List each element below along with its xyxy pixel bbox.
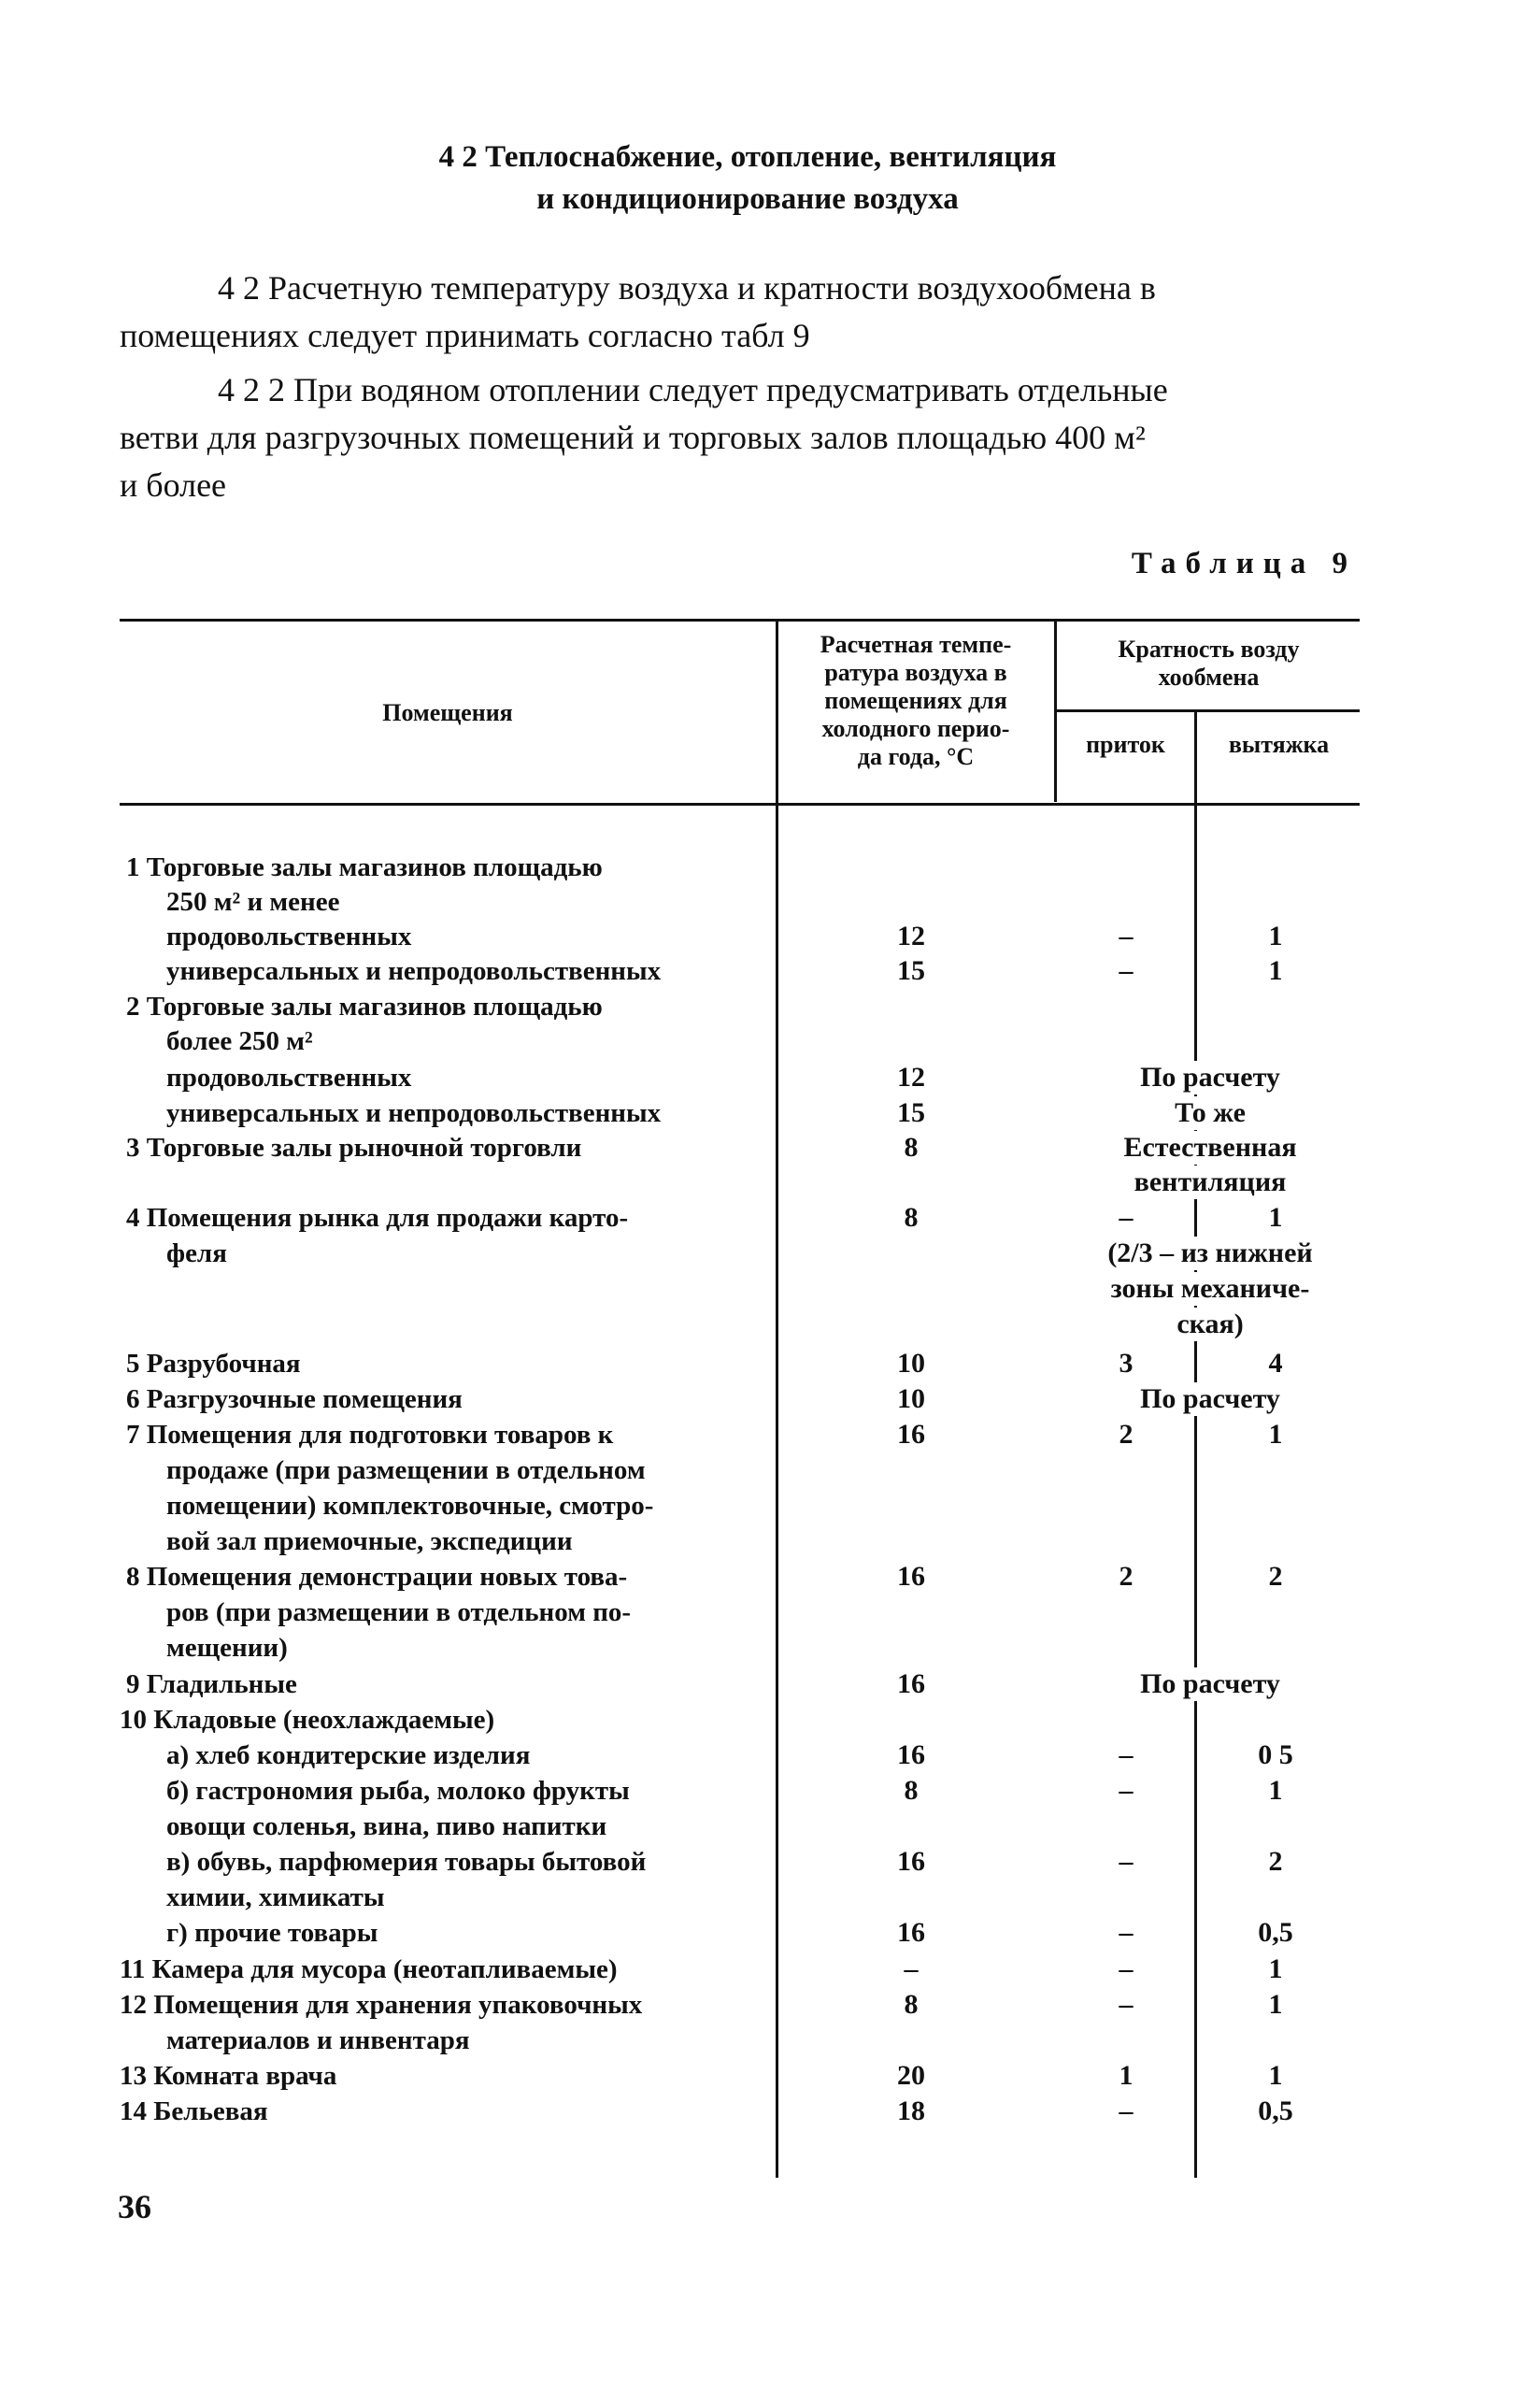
paragraph-line: ветви для разгрузочных помещений и торговых залов площадью 400 м² [120, 419, 1146, 456]
temperature-value: 16 [897, 1846, 925, 1877]
room-name: 9 Гладильные [126, 1669, 297, 1699]
room-name: более 250 м² [166, 1026, 313, 1056]
merged-exchange-cell: (2/3 – из нижней [1065, 1237, 1355, 1270]
merged-exchange-cell: По расчету [1065, 1382, 1355, 1416]
column-divider-exchange [1054, 619, 1057, 802]
temperature-value: 12 [897, 1062, 925, 1093]
room-name: 250 м² и менее [166, 887, 340, 917]
header-temperature-line: помещениях для [824, 687, 1007, 714]
paragraph-line: 4 2 2 При водяном отоплении следует предусматривать отдельные [218, 371, 1168, 408]
room-name: вой зал приемочные, экспедиции [166, 1526, 573, 1556]
exhaust-value: 0,5 [1258, 1917, 1293, 1948]
merged-exchange-cell: По расчету [1065, 1667, 1355, 1701]
room-name: 6 Разгрузочные помещения [126, 1384, 463, 1414]
temperature-value: 16 [897, 1917, 925, 1948]
temperature-value: 8 [904, 1132, 919, 1163]
temperature-value: 12 [897, 921, 925, 951]
header-air-exchange-line: Кратность возду [1118, 636, 1300, 663]
table-top-rule [120, 619, 1360, 622]
paragraph-line: и более [120, 466, 227, 504]
exhaust-value: 0,5 [1258, 2095, 1293, 2126]
room-name: продовольственных [166, 922, 412, 951]
room-name: 13 Комната врача [120, 2061, 337, 2091]
exhaust-value: 1 [1268, 955, 1283, 986]
temperature-value: 16 [897, 1668, 925, 1699]
room-name: продовольственных [166, 1063, 412, 1093]
inflow-value: – [1119, 1989, 1134, 2020]
merged-exchange-cell: По расчету [1065, 1061, 1355, 1094]
room-name: 7 Помещения для подготовки товаров к [126, 1420, 614, 1450]
inflow-value: – [1119, 955, 1134, 986]
header-temperature-line: Расчетная темпе- [820, 631, 1012, 658]
temperature-value: 18 [897, 2095, 925, 2126]
inflow-value: – [1119, 1739, 1134, 1770]
temperature-value: 8 [904, 1989, 919, 2020]
room-name: материалов и инвентаря [166, 2025, 470, 2055]
column-divider-inflow [1194, 710, 1197, 2178]
section-title-line-2: и кондиционирование воздуха [536, 182, 959, 216]
exhaust-value: 0 5 [1258, 1739, 1293, 1770]
inflow-value: 2 [1119, 1561, 1134, 1592]
merged-exchange-cell: ская) [1065, 1308, 1355, 1341]
merged-exchange-cell: зоны механиче- [1065, 1272, 1355, 1306]
room-name: овощи соленья, вина, пиво напитки [166, 1811, 607, 1841]
header-temperature [779, 631, 1052, 771]
room-name: 4 Помещения рынка для продажи карто- [126, 1203, 629, 1233]
header-temperature-line: холодного перио- [821, 715, 1010, 742]
exhaust-value: 1 [1268, 1419, 1283, 1450]
paragraph-4-2 [120, 265, 1362, 360]
exhaust-value: 4 [1268, 1348, 1283, 1379]
temperature-value: 10 [897, 1383, 925, 1414]
temperature-value: 16 [897, 1739, 925, 1770]
header-air-exchange-line: хообмена [1158, 664, 1260, 691]
exhaust-value: 1 [1268, 1775, 1283, 1806]
room-name: 5 Разрубочная [126, 1349, 301, 1379]
room-name: универсальных и непродовольственных [166, 956, 662, 986]
exhaust-value: 1 [1268, 1202, 1283, 1233]
paragraph-line: 4 2 Расчетную температуру воздуха и кратности воздухообмена в [218, 269, 1156, 307]
table-caption: Таблица 9 [1131, 547, 1357, 580]
exhaust-value: 2 [1268, 1846, 1283, 1877]
temperature-value: 8 [904, 1202, 919, 1233]
merged-exchange-cell: То же [1065, 1096, 1355, 1130]
page-number: 36 [118, 2188, 151, 2225]
temperature-value: 16 [897, 1561, 925, 1592]
room-name: г) прочие товары [166, 1918, 378, 1948]
exhaust-value: 1 [1268, 1989, 1283, 2020]
room-name: 2 Торговые залы магазинов площадью [126, 992, 603, 1022]
room-name: 12 Помещения для хранения упаковочных [120, 1990, 643, 2020]
room-name: 1 Торговые залы магазинов площадью [126, 852, 603, 882]
inflow-value: – [1119, 1775, 1134, 1806]
room-name: 14 Бельевая [120, 2096, 268, 2126]
section-title-line-1: 4 2 Теплоснабжение, отопление, вентиляция [438, 140, 1057, 174]
temperature-value: 15 [897, 955, 925, 986]
room-name: 3 Торговые залы рыночной торговли [126, 1133, 582, 1163]
room-name: химии, химикаты [166, 1882, 385, 1912]
inflow-value: 1 [1119, 2060, 1134, 2091]
inflow-value: 2 [1119, 1419, 1134, 1450]
exhaust-value: 1 [1268, 2060, 1283, 2091]
exhaust-value: 1 [1268, 1953, 1283, 1984]
header-air-exchange [1058, 636, 1360, 692]
room-name: феля [166, 1238, 227, 1268]
inflow-value: – [1119, 1917, 1134, 1948]
exhaust-value: 2 [1268, 1561, 1283, 1592]
room-name: а) хлеб кондитерские изделия [166, 1740, 531, 1770]
paragraph-4-2-2 [120, 366, 1362, 509]
room-name: 10 Кладовые (неохлаждаемые) [120, 1705, 495, 1735]
header-inflow: приток [1086, 731, 1165, 758]
temperature-value: 20 [897, 2060, 925, 2091]
exchange-header-rule [1054, 709, 1360, 712]
inflow-value: 3 [1119, 1348, 1134, 1379]
inflow-value: – [1119, 1846, 1134, 1877]
header-exhaust: вытяжка [1228, 731, 1330, 758]
inflow-value: – [1119, 1953, 1134, 1984]
exhaust-value: 1 [1268, 921, 1283, 951]
merged-exchange-cell: вентиляция [1065, 1166, 1355, 1199]
merged-exchange-cell: Естественная [1065, 1131, 1355, 1165]
room-name: б) гастрономия рыба, молоко фрукты [166, 1776, 630, 1806]
temperature-value: 8 [904, 1775, 919, 1806]
inflow-value: – [1119, 1202, 1134, 1233]
room-name: 11 Камера для мусора (неотапливаемые) [120, 1954, 618, 1984]
temperature-value: 10 [897, 1348, 925, 1379]
temperature-value: 16 [897, 1419, 925, 1450]
room-name: помещении) комплектовочные, смотро- [166, 1491, 654, 1521]
inflow-value: – [1119, 921, 1134, 951]
paragraph-line: помещениях следует принимать согласно табл 9 [120, 317, 810, 354]
temperature-value: – [904, 1953, 919, 1984]
column-divider-temp [776, 619, 778, 2178]
room-name: 8 Помещения демонстрации новых това- [126, 1562, 628, 1592]
room-name: ров (при размещении в отдельном по- [166, 1597, 632, 1627]
temperature-value: 15 [897, 1097, 925, 1128]
room-name: в) обувь, парфюмерия товары бытовой [166, 1847, 647, 1877]
room-name: мещении) [166, 1633, 288, 1663]
header-temperature-line: да года, °С [857, 743, 975, 770]
header-temperature-line: ратура воздуха в [824, 659, 1007, 686]
header-rooms: Помещения [382, 699, 513, 726]
table-header-rule [120, 803, 1360, 806]
room-name: продаже (при размещении в отдельном [166, 1455, 646, 1485]
inflow-value: – [1119, 2095, 1134, 2126]
room-name: универсальных и непродовольственных [166, 1098, 662, 1128]
